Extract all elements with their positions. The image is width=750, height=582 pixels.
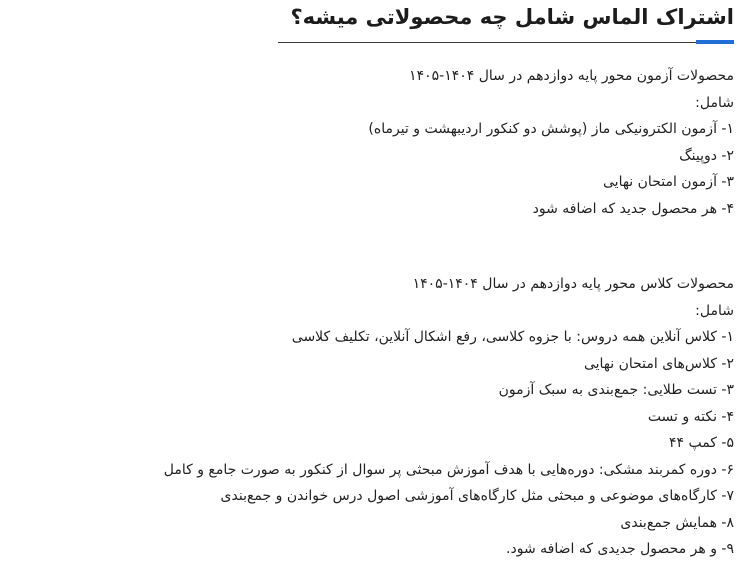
list-item: ۴- هر محصول جدید که اضافه شود bbox=[532, 200, 734, 217]
list-item: ۱- کلاس آنلاین همه دروس: با جزوه کلاسی، رفع اشکال آنلاین، تکلیف کلاسی bbox=[291, 329, 734, 345]
list-item: ۶- دوره کمربند مشکی: دوره‌هایی با هدف آموزش مبحثی پر سوال از کنکور به صورت جامع و کامل bbox=[163, 461, 734, 478]
list-item: ۳- تست طلایی: جمع‌بندی به سبک آزمون bbox=[498, 382, 734, 398]
exam-products-list bbox=[8, 116, 734, 222]
heading-accent-bar bbox=[696, 40, 734, 44]
class-products-list bbox=[8, 324, 734, 563]
list-item: ۴- نکته و تست bbox=[647, 408, 734, 425]
page-title: اشتراک الماس شامل چه محصولاتی میشه؟ bbox=[290, 5, 734, 29]
list-item: ۲- دوپینگ bbox=[679, 147, 734, 164]
section-intro-continuation: شامل: bbox=[695, 302, 734, 319]
list-item: ۸- همایش جمع‌بندی bbox=[620, 514, 734, 531]
list-item: ۹- و هر محصول جدیدی که اضافه شود. bbox=[506, 541, 734, 557]
heading-underline bbox=[278, 42, 734, 43]
list-item: ۵- کمپ ۴۴ bbox=[668, 435, 734, 451]
section-heading-block bbox=[278, 0, 734, 48]
section-intro-continuation: شامل: bbox=[695, 94, 734, 111]
exam-products-section bbox=[8, 63, 734, 222]
class-products-section bbox=[8, 271, 734, 563]
list-item: ۱- آزمون الکترونیکی ماز (پوشش دو کنکور اردیبهشت و تیرماه) bbox=[368, 121, 734, 137]
list-item: ۷- کارگاه‌های موضوعی و مبحثی مثل کارگاه‌های آموزشی اصول درس خواندن و جمع‌بندی bbox=[220, 488, 734, 504]
list-item: ۲- کلاس‌های امتحان نهایی bbox=[583, 355, 734, 372]
section-intro: محصولات کلاس محور پایه دوازدهم در سال ۱۴۰۴-۱۴۰۵ bbox=[412, 276, 734, 292]
section-intro: محصولات آزمون محور پایه دوازدهم در سال ۱۴۰۴-۱۴۰۵ bbox=[409, 68, 734, 84]
list-item: ۳- آزمون امتحان نهایی bbox=[603, 174, 734, 190]
